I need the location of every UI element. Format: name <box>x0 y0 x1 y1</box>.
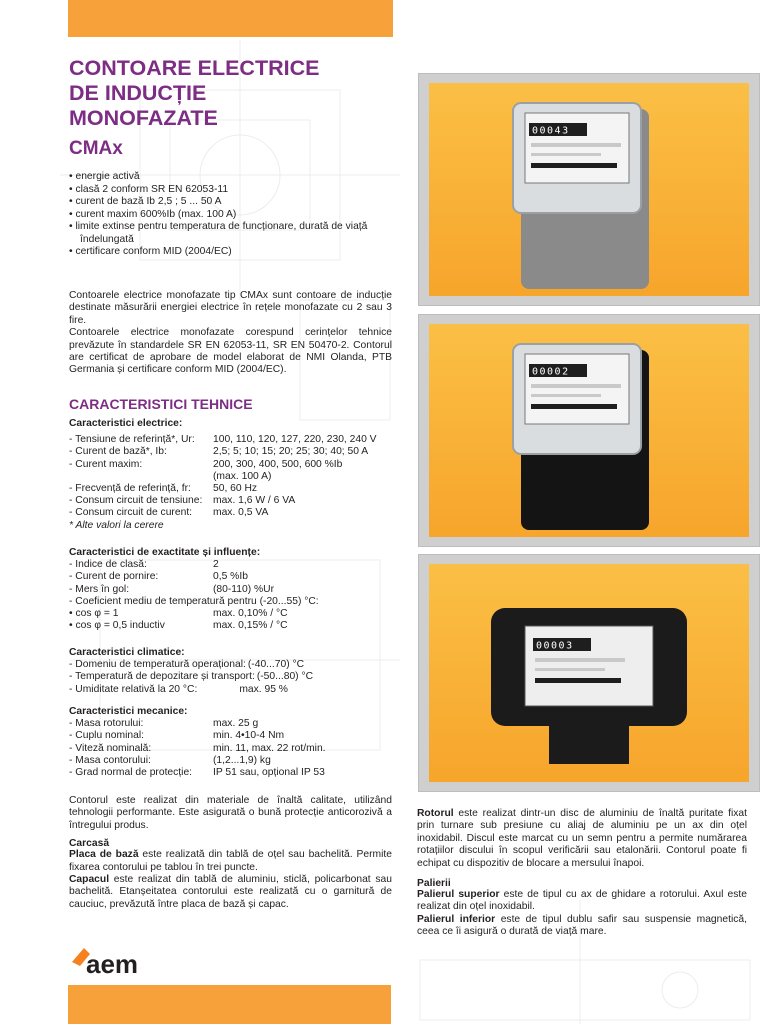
tech-heading: CARACTERISTICI TEHNICE <box>69 396 253 412</box>
spec-row: • cos φ = 1 max. 0,10% / °C <box>69 608 288 620</box>
climatic-specs <box>69 647 409 696</box>
accuracy-heading: Caracteristici de exactitate și influențe: <box>69 547 261 558</box>
intro-section <box>69 290 392 377</box>
meter-label-line <box>531 143 621 147</box>
feature-item: • clasă 2 conform SR EN 62053-11 <box>69 183 229 195</box>
quality-paragraph: Contorul este realizat din materiale de înaltă calitate, utilizând tehnologii performante. Este asigurată o bună protecție anticorozivă a întregului produs. <box>69 795 392 831</box>
meter-photo-3 <box>418 554 760 792</box>
intro-paragraph-2: Contoarele electrice monofazate corespund cerințelor tehnice prevăzute în standardele SR EN 62053-11, SR EN 50470-2. Contorul are certificat de aprobare de model elaborat de NMI Olanda, PTB Germania și certificare conform MID (2004/EC). <box>69 327 392 376</box>
spec-row: - Mers în gol: (80-110) %Ur <box>69 583 275 595</box>
rotor-paragraph: Rotorul este realizat dintr-un disc de aluminiu de înaltă puritate fixat prin turnare sub presiune cu aliaj de aluminiu pe un ax din oțel inoxidabil. Discul este marcat cu un semn pentru a permite numărarea rotațiilor discului în scopul verificării sau etalonării. Contorul poate fi echipat cu dispozitiv de blocare a mersului înapoi. <box>417 808 747 869</box>
title-line-3: MONOFAZATE <box>69 106 218 130</box>
feature-item: • curent de bază Ib 2,5 ; 5 ... 50 A <box>69 196 222 207</box>
feature-item: • certificare conform MID (2004/EC) <box>69 246 232 257</box>
rotor-palier-section <box>417 808 747 939</box>
meter-reading: 00043 <box>532 125 570 137</box>
spec-row: • cos φ = 0,5 inductiv max. 0,15% / °C <box>69 620 288 632</box>
spec-row: - Domeniu de temperatură operațional: (-40...70) °C <box>69 659 305 671</box>
feature-list <box>69 171 394 259</box>
meter-reading: 00003 <box>536 640 574 652</box>
spec-row: - Cuplu nominal: min. 4•10-4 Nm <box>69 730 285 742</box>
spec-row: - Curent maxim: 200, 300, 400, 500, 600 %Ib <box>69 458 343 470</box>
meter-label-line <box>531 153 601 156</box>
model-name: CMAx <box>69 138 123 159</box>
spec-row: - Grad normal de protecție: IP 51 sau, opțional IP 53 <box>69 767 325 779</box>
carcasa-heading: Carcasă <box>69 838 110 850</box>
page-title <box>69 56 319 131</box>
spec-row: - Masa rotorului: max. 25 g <box>69 718 259 730</box>
spec-row: - Curent de pornire: 0,5 %Ib <box>69 571 248 583</box>
spec-row: - Temperatură de depozitare și transport: (-50...80) °C <box>69 671 314 683</box>
spec-row: - Frecvență de referință, fr: 50, 60 Hz <box>69 483 258 495</box>
meter-terminal <box>549 714 629 764</box>
feature-item: • curent maxim 600%Ib (max. 100 A) <box>69 208 237 220</box>
meter-label-line <box>531 394 601 397</box>
meter-photo-1 <box>418 73 760 306</box>
spec-row: - Curent de bază*, Ib: 2,5; 5; 10; 15; 20; 25; 30; 40; 50 A <box>69 446 369 458</box>
mechanical-heading: Caracteristici mecanice: <box>69 706 188 717</box>
accuracy-specs <box>69 547 409 632</box>
meter-rotor-window <box>535 678 621 683</box>
aem-logo <box>70 940 170 980</box>
spec-row: - Viteză nominală: min. 11, max. 22 rot/min. <box>69 742 326 754</box>
electric-note: * Alte valori la cerere <box>69 519 164 531</box>
spec-row: - Consum circuit de curent: max. 0,5 VA <box>69 507 269 519</box>
spec-row: - Tensiune de referință*, Ur: 100, 110, 120, 127, 220, 230, 240 V <box>69 434 377 446</box>
climatic-heading: Caracteristici climatice: <box>69 647 185 658</box>
meter-label-line <box>535 668 605 671</box>
bottom-orange-band <box>68 985 391 1024</box>
temperature-coefficient: - Coeficient mediu de temperatură pentru (-20...55) °C: <box>69 595 319 607</box>
meter-reading: 00002 <box>532 366 570 378</box>
meter-photo-2 <box>418 314 760 547</box>
construction-section <box>69 795 392 911</box>
feature-item: • limite extinse pentru temperatura de funcționare, durată de viață îndelungată <box>69 221 368 245</box>
spec-row: - Consum circuit de tensiune: max. 1,6 W / 6 VA <box>69 495 296 507</box>
electric-specs <box>69 418 409 532</box>
meter-rotor-window <box>531 163 617 168</box>
spec-row: - Indice de clasă: 2 <box>69 559 219 571</box>
palierii-paragraph-2: Palierul inferior este de tipul dublu safir sau suspensie magnetică, ceea ce îi asigură o durată de viață mare. <box>417 913 747 938</box>
spec-row: (max. 100 A) <box>213 470 272 482</box>
palierii-paragraph-1: Palierul superior este de tipul cu ax de ghidare a rotorului. Axul este realizat din oțel inoxidabil. <box>417 889 747 913</box>
intro-paragraph-1: Contoarele electrice monofazate tip CMAx sunt contoare de inducție destinate măsurării energiei electrice în rețele monofazate cu 2 sau 3 fire. <box>69 290 392 326</box>
title-line-1: CONTOARE ELECTRICE <box>69 56 320 80</box>
meter-rotor-window <box>531 404 617 409</box>
carcasa-paragraph-2: Capacul este realizat din tablă de aluminiu, sticlă, policarbonat sau bachelită. Etanșeitatea contorului este realizată cu o garnitură de cauciuc, prevăzută între placa de bază și capac. <box>69 874 392 910</box>
title-line-2: DE INDUCȚIE <box>69 81 207 105</box>
spec-row: - Masa contorului: (1,2...1,9) kg <box>69 754 271 766</box>
palierii-heading: Palierii <box>417 878 451 890</box>
meter-label-line <box>531 384 621 388</box>
top-orange-band <box>68 0 393 37</box>
carcasa-paragraph-1: Placa de bază este realizată din tablă de oțel sau bachelită. Permite fixarea contorului pe tablou în trei puncte. <box>69 849 392 873</box>
feature-item: • energie activă <box>69 171 140 182</box>
electric-heading: Caracteristici electrice: <box>69 418 183 429</box>
meter-label-line <box>535 658 625 662</box>
spec-row: - Umiditate relativă la 20 °C: max. 95 % <box>69 683 288 695</box>
mechanical-specs <box>69 706 409 779</box>
logo-text: aem <box>86 949 139 979</box>
